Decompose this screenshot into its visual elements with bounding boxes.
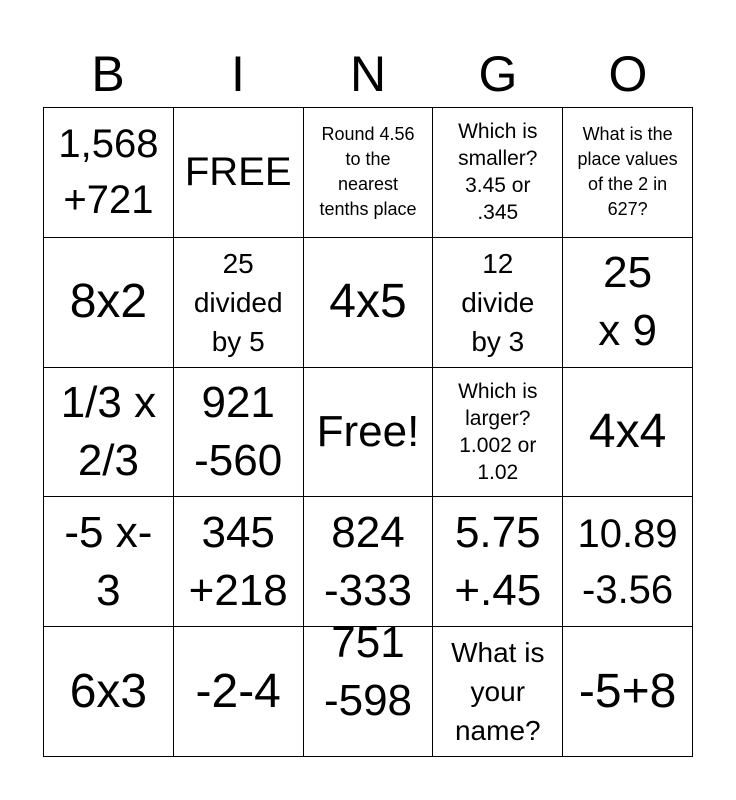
bingo-cell-r3-c5 <box>563 368 693 498</box>
bingo-cell-r2-c5 <box>563 238 693 368</box>
bingo-cell-r1-c4 <box>433 108 563 238</box>
bingo-cell-r5-c2 <box>174 627 304 757</box>
header-letter-n: N <box>349 46 387 102</box>
cell-text: What is your name? <box>451 637 545 747</box>
cell-text: Free! <box>316 406 420 456</box>
bingo-cell-r1-c3 <box>304 108 434 238</box>
bingo-cell-r1-c5 <box>563 108 693 238</box>
cell-text: FREE <box>184 150 292 195</box>
cell-text: 5.75 +.45 <box>454 507 542 615</box>
bingo-cell-r3-c3 <box>304 368 434 498</box>
header-letter-i: I <box>231 46 245 102</box>
bingo-cell-r4-c4 <box>433 497 563 627</box>
cell-text: 4x5 <box>329 275 407 329</box>
bingo-cell-r2-c2 <box>174 238 304 368</box>
cell-text: Round 4.56 to the nearest tenths place <box>319 124 417 220</box>
bingo-cell-r3-c4 <box>433 368 563 498</box>
cell-text: -5 x- 3 <box>64 507 153 615</box>
bingo-cell-r5-c3 <box>304 617 434 757</box>
bingo-cell-r1-c2 <box>174 108 304 238</box>
bingo-cell-r4-c1 <box>44 497 174 627</box>
cell-text: 10.89 -3.56 <box>577 511 678 612</box>
header-letter-b: B <box>91 46 125 102</box>
bingo-cell-r3-c2 <box>174 368 304 498</box>
bingo-cell-r1-c1 <box>44 108 174 238</box>
cell-text: Which is larger? 1.002 or 1.02 <box>458 379 538 484</box>
cell-text: -2-4 <box>195 664 281 718</box>
cell-text: 6x3 <box>69 664 148 718</box>
cell-text: 25 divided by 5 <box>193 247 283 357</box>
bingo-header <box>43 44 693 104</box>
cell-text: Which is smaller? 3.45 or .345 <box>458 120 538 225</box>
cell-text: 1,568 +721 <box>58 122 159 223</box>
bingo-cell-r2-c1 <box>44 238 174 368</box>
bingo-grid <box>43 107 693 757</box>
cell-text: 921 -560 <box>194 377 283 485</box>
cell-text: 345 +218 <box>188 507 288 615</box>
bingo-cell-r5-c5 <box>563 627 693 757</box>
header-letter-o: O <box>608 46 648 102</box>
cell-text: 4x4 <box>588 404 667 458</box>
bingo-cell-r5-c4 <box>433 627 563 757</box>
cell-text: 1/3 x 2/3 <box>60 377 157 485</box>
cell-text: 751 -598 <box>323 617 413 725</box>
bingo-cell-r3-c1 <box>44 368 174 498</box>
cell-text: 12 divide by 3 <box>461 247 535 357</box>
cell-text: 8x2 <box>69 275 148 329</box>
bingo-cell-r5-c1 <box>44 627 174 757</box>
header-letter-g: G <box>478 46 518 102</box>
bingo-cell-r2-c4 <box>433 238 563 368</box>
cell-text: What is the place values of the 2 in 627? <box>577 124 678 220</box>
cell-text: -5+8 <box>578 664 677 718</box>
cell-text: 824 -333 <box>323 507 413 615</box>
cell-text: 25 x 9 <box>598 248 657 356</box>
bingo-cell-r4-c3 <box>304 497 434 627</box>
bingo-cell-r4-c2 <box>174 497 304 627</box>
bingo-cell-r4-c5 <box>563 497 693 627</box>
bingo-cell-r2-c3 <box>304 238 434 368</box>
